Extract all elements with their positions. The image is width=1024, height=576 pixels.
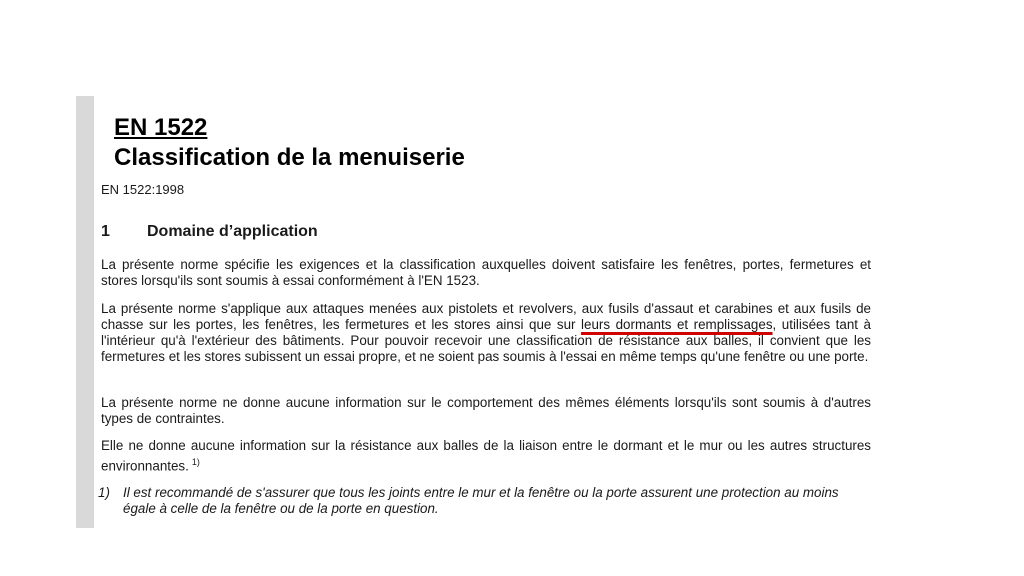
footnote-mark: 1) [98,485,110,500]
title-block [114,113,465,173]
footnote [98,485,873,517]
paragraph-text: Elle ne donne aucune information sur la résistance aux balles de la liaison entre le dormant et le mur ou les autres structures environnantes. [101,438,871,474]
paragraph-scope-4 [101,438,871,474]
paragraph-text: , utilisées tant à l'intérieur qu'à l'extérieur des bâtiments. Pour pouvoir recevoir une classification de résistance aux balles, il convient que les fermetures et les stores subissent un essai propre, et ne soient pas soumis à l'essai en même temps qu'une fenêtre ou une porte. [101,317,871,364]
paragraph-text: La présente norme s'applique aux attaques menées aux pistolets et revolvers, aux fusils d'assaut et carabines et aux fusils de chasse sur les portes, les fenêtres, les fermetures et les stores ainsi que sur [101,301,871,332]
paragraph-scope-2 [101,301,871,365]
section-heading [101,223,318,241]
footnote-text: Il est recommandé de s'assurer que tous les joints entre le mur et la fenêtre ou la porte assurent une protection au moins égale à celle de la fenêtre ou de la porte en question. [123,485,839,516]
document-title-code: EN 1522 [114,114,208,141]
highlighted-phrase: leurs dormants et remplissages [581,317,773,332]
section-number: 1 [101,223,110,240]
document-scan [76,96,876,528]
standard-reference: EN 1522:1998 [101,182,185,197]
paragraph-scope-3: La présente norme ne donne aucune information sur le comportement des mêmes éléments lorsqu'ils sont soumis à d'autres types de contraintes. [101,395,871,426]
document-title: Classification de la menuiserie [114,144,465,171]
footnote-reference: 1) [191,457,200,467]
paragraph-scope-1: La présente norme spécifie les exigences et la classification auxquelles doivent satisfaire les fenêtres, portes, fermetures et stores lorsqu'ils sont soumis à essai conformément à l'EN 1523. [101,257,871,288]
scan-margin-bar [76,96,94,528]
section-title: Domaine d’application [147,223,318,240]
